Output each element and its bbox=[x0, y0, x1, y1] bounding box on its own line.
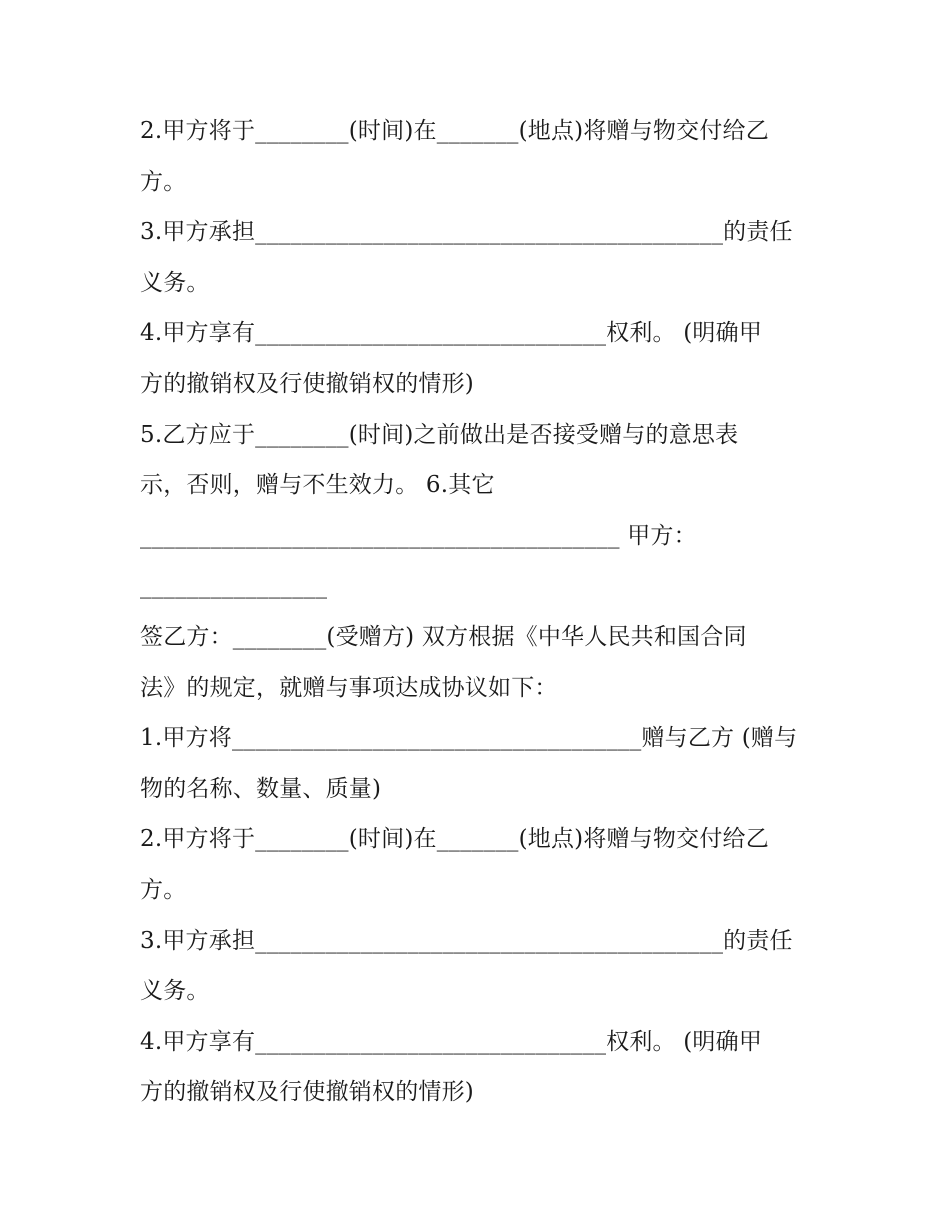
text-line: ________________ bbox=[140, 573, 328, 600]
text-line: 4.甲方享有______________________________权利。 (明确甲 bbox=[140, 320, 763, 347]
document-body bbox=[140, 106, 820, 1118]
text-line: _________________________________________ 甲方： bbox=[140, 522, 697, 549]
text-line: 法》的规定，就赠与事项达成协议如下： bbox=[140, 674, 558, 701]
text-line: 3.甲方承担________________________________________的责任 bbox=[140, 927, 793, 954]
text-line: 1.甲方将___________________________________赠与乙方 (赠与 bbox=[140, 725, 798, 752]
text-line: 物的名称、数量、质量) bbox=[140, 775, 382, 802]
text-line: 3.甲方承担________________________________________的责任 bbox=[140, 219, 793, 246]
text-line: 5.乙方应于________(时间)之前做出是否接受赠与的意思表 bbox=[140, 421, 739, 448]
text-line: 方的撤销权及行使撤销权的情形) bbox=[140, 370, 474, 397]
text-line: 义务。 bbox=[140, 269, 210, 296]
text-line: 2.甲方将于________(时间)在_______(地点)将赠与物交付给乙 bbox=[140, 118, 769, 144]
text-line: 2.甲方将于________(时间)在_______(地点)将赠与物交付给乙 bbox=[140, 826, 769, 853]
text-line: 方。 bbox=[140, 876, 187, 903]
text-line: 方。 bbox=[140, 168, 187, 195]
text-line: 4.甲方享有______________________________权利。 (明确甲 bbox=[140, 1028, 763, 1055]
text-line: 示，否则，赠与不生效力。 6.其它 bbox=[140, 472, 495, 499]
text-line: 签乙方：________(受赠方) 双方根据《中华人民共和国合同 bbox=[140, 623, 747, 650]
text-line: 义务。 bbox=[140, 978, 210, 1005]
text-line: 方的撤销权及行使撤销权的情形) bbox=[140, 1079, 474, 1106]
